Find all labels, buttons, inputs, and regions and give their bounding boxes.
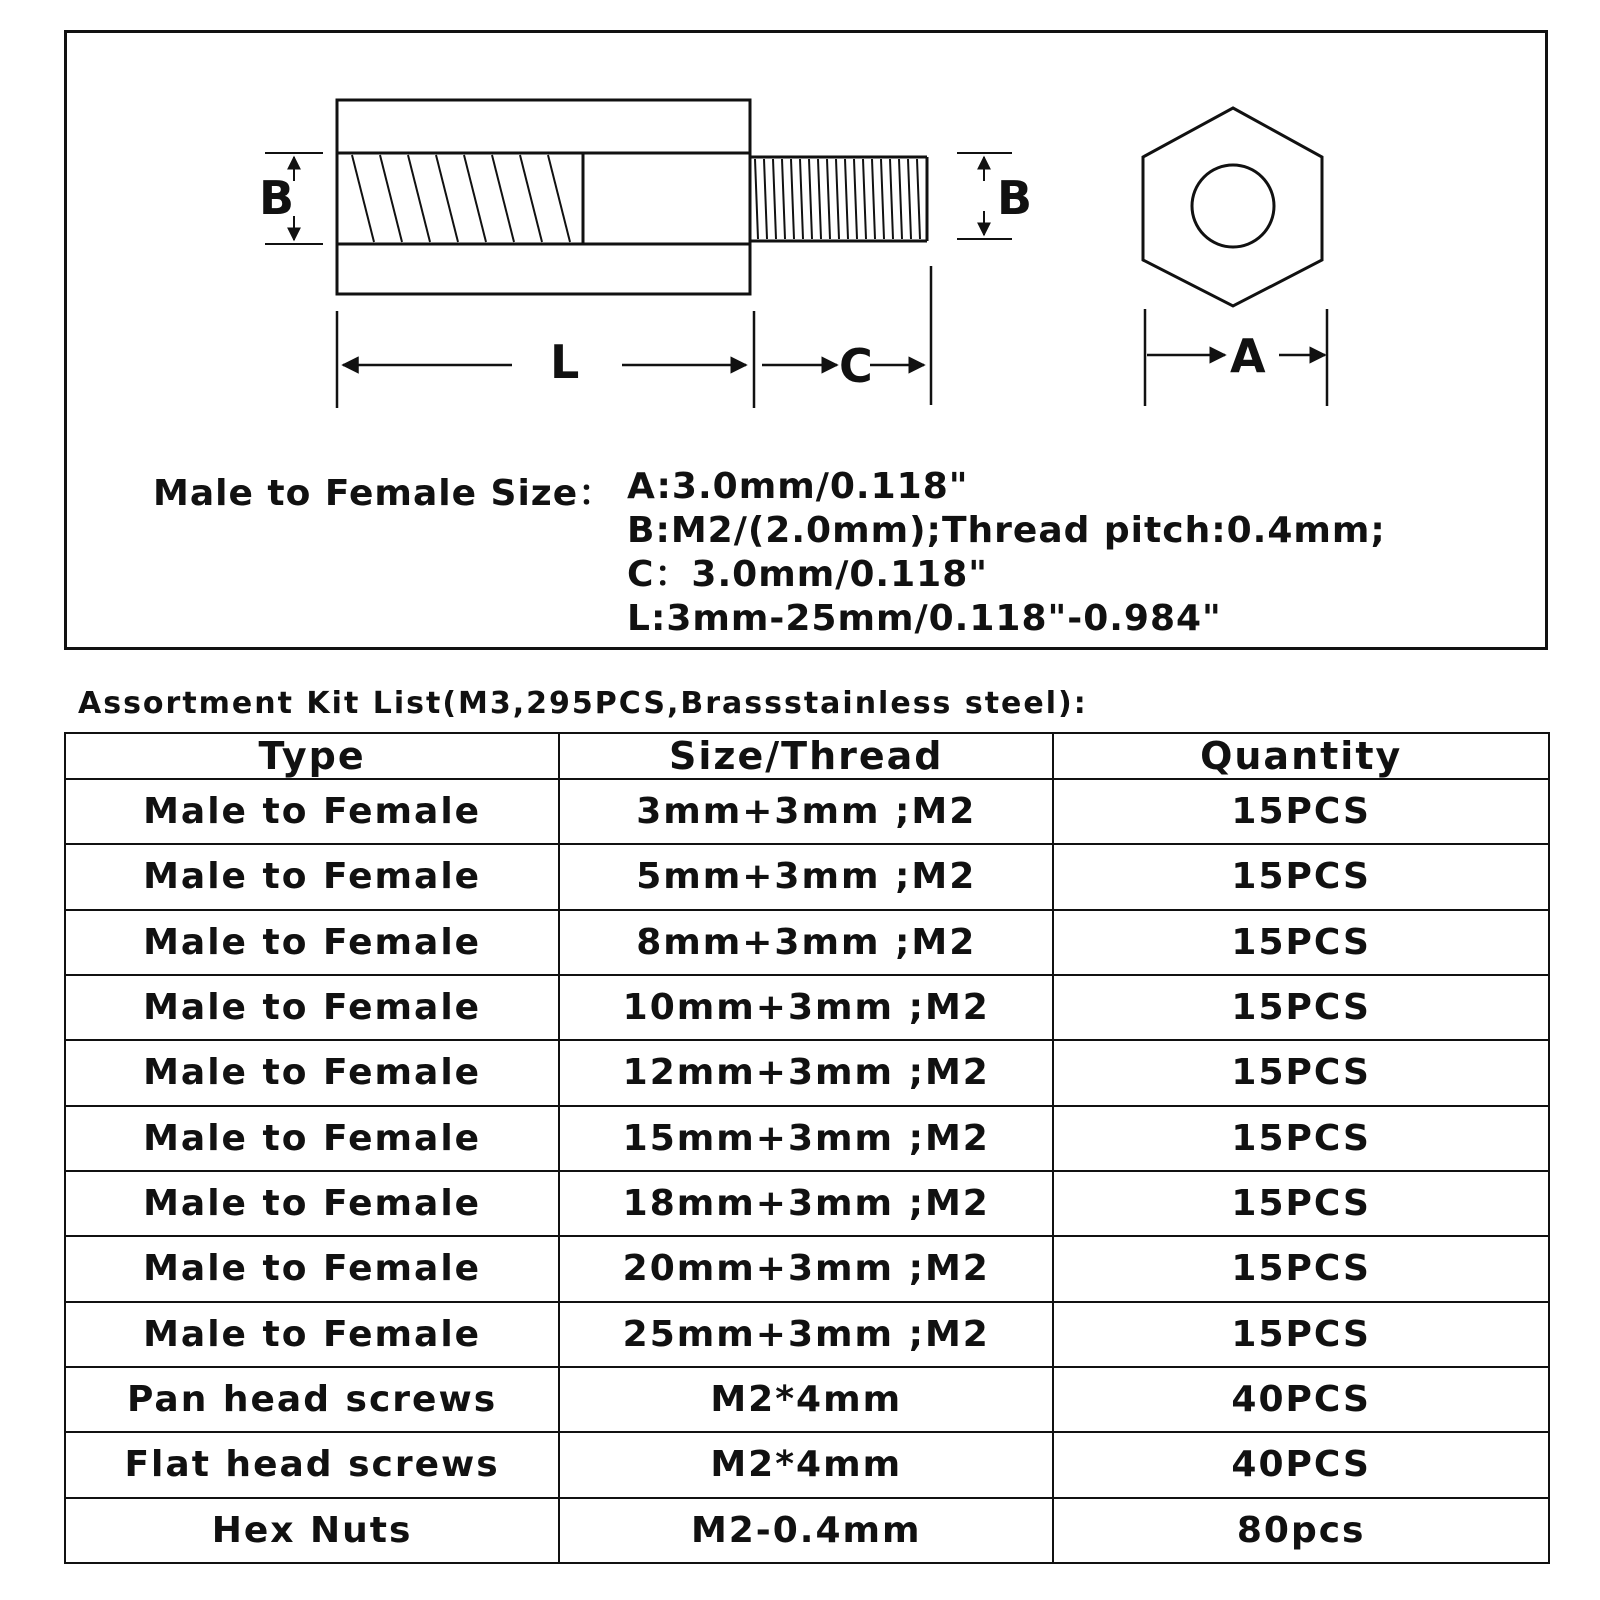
size-thread-cell: 25mm+3mm ;M2 <box>559 1302 1053 1367</box>
size-spec-list <box>627 465 1386 641</box>
quantity-cell: 15PCS <box>1053 779 1549 844</box>
quantity-cell: 15PCS <box>1053 1171 1549 1236</box>
column-header-quantity: Quantity <box>1053 733 1549 779</box>
size-thread-cell: 20mm+3mm ;M2 <box>559 1236 1053 1301</box>
label-b-left: B <box>259 171 295 225</box>
thread-crest-line <box>818 159 821 239</box>
standoff-body <box>337 100 750 294</box>
kit-list-title: Assortment Kit List(M3,295PCS,Brassstainless steel): <box>78 686 1088 721</box>
thread-crest-line <box>854 159 857 239</box>
quantity-cell: 15PCS <box>1053 910 1549 975</box>
type-cell: Hex Nuts <box>65 1498 559 1563</box>
column-header-type: Type <box>65 733 559 779</box>
label-l: L <box>550 335 580 389</box>
table-row <box>65 844 1549 909</box>
thread-hatch-line <box>380 155 402 242</box>
thread-hatch-line <box>520 155 542 242</box>
size-thread-cell: M2*4mm <box>559 1432 1053 1497</box>
quantity-cell: 15PCS <box>1053 1302 1549 1367</box>
table-row <box>65 975 1549 1040</box>
thread-crest-line <box>782 159 785 239</box>
kit-list-table <box>64 732 1550 1564</box>
quantity-cell: 40PCS <box>1053 1432 1549 1497</box>
label-c: C <box>839 339 873 393</box>
size-thread-cell: 12mm+3mm ;M2 <box>559 1040 1053 1105</box>
thread-crest-line <box>917 159 920 239</box>
size-heading: Male to Female Size： <box>153 473 616 514</box>
thread-crest-line <box>863 159 866 239</box>
hex-nut-end-view <box>1143 108 1322 306</box>
thread-crest-line <box>764 159 767 239</box>
type-cell: Male to Female <box>65 1040 559 1105</box>
quantity-cell: 15PCS <box>1053 1236 1549 1301</box>
thread-crest-line <box>845 159 848 239</box>
thread-hatch-line <box>464 155 486 242</box>
kit-table-body <box>65 779 1549 1563</box>
size-thread-cell: 3mm+3mm ;M2 <box>559 779 1053 844</box>
thread-crest-line <box>908 159 911 239</box>
size-spec-a: A:3.0mm/0.118" <box>627 466 969 507</box>
thread-hatch-line <box>408 155 430 242</box>
size-thread-cell: 15mm+3mm ;M2 <box>559 1106 1053 1171</box>
thread-crest-line <box>809 159 812 239</box>
type-cell: Male to Female <box>65 779 559 844</box>
size-thread-cell: 8mm+3mm ;M2 <box>559 910 1053 975</box>
dimension-l <box>337 311 754 408</box>
size-thread-cell: M2*4mm <box>559 1367 1053 1432</box>
thread-crest-line <box>800 159 803 239</box>
type-cell: Male to Female <box>65 1106 559 1171</box>
thread-crest-line <box>755 159 758 239</box>
thread-hatch-line <box>492 155 514 242</box>
thread-crest-line <box>890 159 893 239</box>
table-row <box>65 1302 1549 1367</box>
type-cell: Male to Female <box>65 844 559 909</box>
size-thread-cell: 10mm+3mm ;M2 <box>559 975 1053 1040</box>
size-spec-l: L:3mm-25mm/0.118"-0.984" <box>627 598 1222 639</box>
type-cell: Male to Female <box>65 1171 559 1236</box>
type-cell: Flat head screws <box>65 1432 559 1497</box>
type-cell: Male to Female <box>65 1236 559 1301</box>
size-thread-cell: 18mm+3mm ;M2 <box>559 1171 1053 1236</box>
thread-crest-line <box>881 159 884 239</box>
diagram-panel <box>64 30 1548 650</box>
thread-crest-line <box>791 159 794 239</box>
table-header-row <box>65 733 1549 779</box>
thread-hatch-line <box>548 155 570 242</box>
table-row <box>65 1236 1549 1301</box>
quantity-cell: 15PCS <box>1053 975 1549 1040</box>
quantity-cell: 80pcs <box>1053 1498 1549 1563</box>
quantity-cell: 15PCS <box>1053 1106 1549 1171</box>
table-row <box>65 1498 1549 1563</box>
quantity-cell: 15PCS <box>1053 1040 1549 1105</box>
thread-crest-line <box>836 159 839 239</box>
type-cell: Pan head screws <box>65 1367 559 1432</box>
table-row <box>65 1367 1549 1432</box>
table-row <box>65 1432 1549 1497</box>
internal-thread-hatching <box>352 155 570 242</box>
table-row <box>65 1106 1549 1171</box>
table-row <box>65 779 1549 844</box>
size-thread-cell: 5mm+3mm ;M2 <box>559 844 1053 909</box>
thread-crest-line <box>773 159 776 239</box>
size-spec-c: C：3.0mm/0.118" <box>627 554 988 595</box>
type-cell: Male to Female <box>65 975 559 1040</box>
type-cell: Male to Female <box>65 1302 559 1367</box>
quantity-cell: 15PCS <box>1053 844 1549 909</box>
thread-crest-line <box>899 159 902 239</box>
thread-hatch-line <box>352 155 374 242</box>
type-cell: Male to Female <box>65 910 559 975</box>
column-header-size-thread: Size/Thread <box>559 733 1053 779</box>
external-thread-lines <box>755 159 920 239</box>
thread-crest-line <box>872 159 875 239</box>
quantity-cell: 40PCS <box>1053 1367 1549 1432</box>
table-row <box>65 1040 1549 1105</box>
thread-crest-line <box>827 159 830 239</box>
label-b-right: B <box>997 171 1033 225</box>
table-row <box>65 910 1549 975</box>
label-a: A <box>1230 329 1266 383</box>
size-thread-cell: M2-0.4mm <box>559 1498 1053 1563</box>
thread-hatch-line <box>436 155 458 242</box>
table-row <box>65 1171 1549 1236</box>
size-spec-b: B:M2/(2.0mm);Thread pitch:0.4mm; <box>627 510 1386 551</box>
